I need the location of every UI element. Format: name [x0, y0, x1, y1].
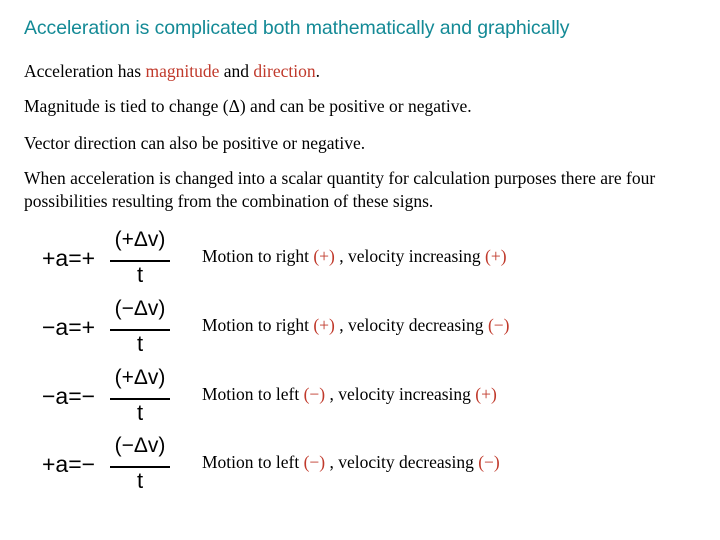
case-description — [202, 315, 509, 336]
scalar-paragraph: When acceleration is changed into a scalar quantity for calculation purposes there are four possibilities resulting from the combination of these signs. — [24, 168, 656, 211]
motion-sign: (−) — [303, 384, 326, 404]
velocity-sign: (−) — [478, 452, 500, 472]
equation-lhs: +a=− — [42, 451, 96, 477]
motion-text: Motion to right — [202, 246, 314, 266]
motion-text: Motion to right — [202, 315, 314, 335]
line1-prefix: Acceleration has — [24, 61, 146, 81]
case-description — [202, 452, 500, 473]
numerator: (−Δv) — [114, 434, 166, 457]
velocity-text: , velocity decreasing — [325, 452, 479, 472]
velocity-text: , velocity increasing — [334, 246, 486, 266]
velocity-text: , velocity decreasing — [334, 315, 488, 335]
case-description — [202, 246, 507, 267]
equation-lhs: −a=+ — [42, 314, 96, 340]
velocity-sign: (+) — [475, 384, 497, 404]
denominator: t — [136, 331, 144, 356]
motion-sign: (+) — [313, 315, 335, 335]
equation — [42, 297, 172, 359]
direction-term: direction — [253, 61, 316, 81]
motion-sign: (−) — [303, 452, 326, 472]
velocity-sign: (−) — [487, 315, 510, 335]
fraction — [108, 228, 172, 290]
motion-text: Motion to left — [202, 452, 304, 472]
case-description — [202, 384, 497, 405]
motion-text: Motion to left — [202, 384, 304, 404]
numerator: (−Δv) — [114, 297, 166, 320]
numerator: (+Δv) — [114, 366, 166, 389]
line1-and: and — [219, 61, 254, 81]
line1-end: . — [315, 61, 320, 81]
magnitude-direction-line — [24, 61, 320, 82]
velocity-text: , velocity increasing — [325, 384, 476, 404]
denominator: t — [136, 468, 144, 493]
equation-lhs: −a=− — [42, 383, 96, 409]
vector-direction-line: Vector direction can also be positive or negative. — [24, 133, 366, 153]
equation — [42, 228, 172, 290]
fraction — [108, 366, 172, 428]
fraction — [108, 297, 172, 359]
velocity-sign: (+) — [485, 246, 507, 266]
denominator: t — [136, 400, 144, 425]
motion-sign: (+) — [313, 246, 335, 266]
equation — [42, 434, 172, 496]
slide-title: Acceleration is complicated both mathematically and graphically — [24, 17, 570, 39]
magnitude-term: magnitude — [145, 61, 220, 81]
numerator: (+Δv) — [114, 228, 166, 251]
fraction — [108, 434, 172, 496]
equation — [42, 366, 172, 428]
equation-lhs: +a=+ — [42, 245, 96, 271]
denominator: t — [136, 262, 144, 287]
magnitude-line: Magnitude is tied to change (Δ) and can be positive or negative. — [24, 96, 472, 116]
